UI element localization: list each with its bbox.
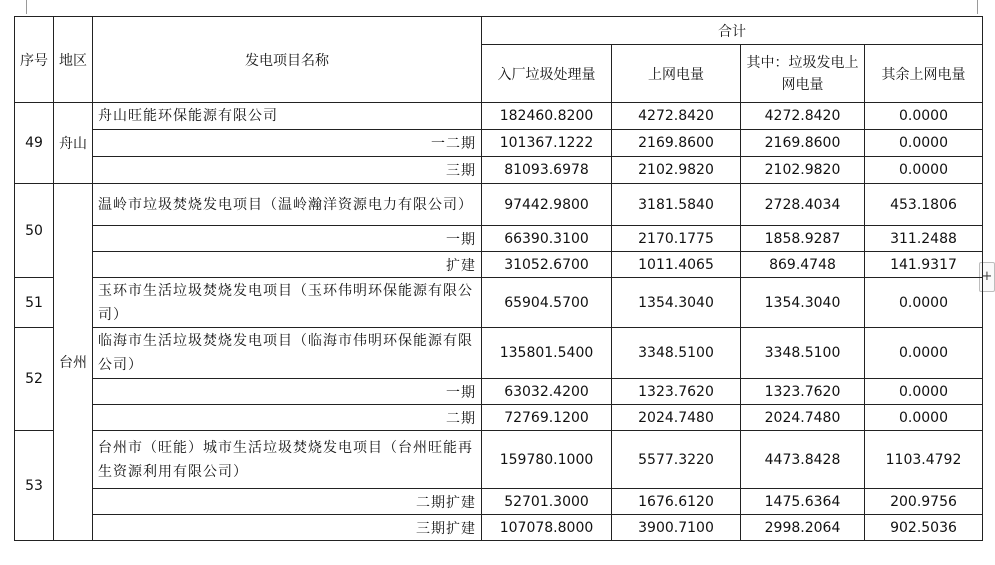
other-value: 0.0000 <box>865 130 983 157</box>
other-value: 1103.4792 <box>865 431 983 489</box>
table-row <box>15 379 983 405</box>
header-grid-power: 上网电量 <box>612 45 741 103</box>
project-name: 舟山旺能环保能源有限公司 <box>93 103 482 130</box>
waste-power-value: 1323.7620 <box>741 379 865 405</box>
page-corner-mark-left <box>14 0 27 14</box>
waste-power-value: 1858.9287 <box>741 226 865 252</box>
project-phase: 二期 <box>93 405 482 431</box>
grid-value: 3900.7100 <box>612 515 741 541</box>
table-row <box>15 278 983 328</box>
grid-value: 1676.6120 <box>612 489 741 515</box>
header-total: 合计 <box>482 17 983 45</box>
grid-value: 5577.3220 <box>612 431 741 489</box>
project-phase: 三期扩建 <box>93 515 482 541</box>
project-name: 临海市生活垃圾焚烧发电项目（临海市伟明环保能源有限公司） <box>93 328 482 379</box>
project-phase: 一期 <box>93 379 482 405</box>
waste-power-value: 2998.2064 <box>741 515 865 541</box>
project-name: 台州市（旺能）城市生活垃圾焚烧发电项目（台州旺能再生资源利用有限公司） <box>93 431 482 489</box>
table-row <box>15 489 983 515</box>
waste-value: 135801.5400 <box>482 328 612 379</box>
other-value: 0.0000 <box>865 328 983 379</box>
header-waste-grid-power: 其中：垃圾发电上网电量 <box>741 45 865 103</box>
header-row-1 <box>15 17 983 45</box>
grid-value: 2169.8600 <box>612 130 741 157</box>
waste-value: 63032.4200 <box>482 379 612 405</box>
seq-cell: 51 <box>15 278 54 328</box>
project-phase: 三期 <box>93 157 482 184</box>
table-row <box>15 157 983 184</box>
waste-power-value: 4473.8428 <box>741 431 865 489</box>
waste-value: 159780.1000 <box>482 431 612 489</box>
other-value: 141.9317 <box>865 252 983 278</box>
waste-power-value: 2024.7480 <box>741 405 865 431</box>
waste-value: 101367.1222 <box>482 130 612 157</box>
waste-power-value: 4272.8420 <box>741 103 865 130</box>
waste-power-value: 3348.5100 <box>741 328 865 379</box>
waste-value: 107078.8000 <box>482 515 612 541</box>
waste-value: 182460.8200 <box>482 103 612 130</box>
grid-value: 4272.8420 <box>612 103 741 130</box>
waste-value: 31052.6700 <box>482 252 612 278</box>
other-value: 0.0000 <box>865 405 983 431</box>
waste-value: 65904.5700 <box>482 278 612 328</box>
other-value: 0.0000 <box>865 103 983 130</box>
grid-value: 3181.5840 <box>612 184 741 226</box>
table-row <box>15 226 983 252</box>
grid-value: 1011.4065 <box>612 252 741 278</box>
seq-cell: 49 <box>15 103 54 184</box>
waste-power-value: 2728.4034 <box>741 184 865 226</box>
waste-power-value: 2169.8600 <box>741 130 865 157</box>
table-row <box>15 405 983 431</box>
header-other-grid-power: 其余上网电量 <box>865 45 983 103</box>
other-value: 453.1806 <box>865 184 983 226</box>
waste-power-value: 1354.3040 <box>741 278 865 328</box>
power-generation-table <box>14 16 983 541</box>
project-phase: 一期 <box>93 226 482 252</box>
grid-value: 1354.3040 <box>612 278 741 328</box>
seq-cell: 53 <box>15 431 54 541</box>
waste-power-value: 869.4748 <box>741 252 865 278</box>
region-cell: 舟山 <box>54 103 93 184</box>
waste-value: 66390.3100 <box>482 226 612 252</box>
grid-value: 2024.7480 <box>612 405 741 431</box>
table-row <box>15 130 983 157</box>
project-phase: 一二期 <box>93 130 482 157</box>
waste-value: 81093.6978 <box>482 157 612 184</box>
other-value: 0.0000 <box>865 379 983 405</box>
table-row <box>15 328 983 379</box>
other-value: 200.9756 <box>865 489 983 515</box>
region-cell: 台州 <box>54 184 93 541</box>
page-corner-mark-right <box>977 0 990 14</box>
grid-value: 1323.7620 <box>612 379 741 405</box>
project-name: 玉环市生活垃圾焚烧发电项目（玉环伟明环保能源有限公司） <box>93 278 482 328</box>
grid-value: 2170.1775 <box>612 226 741 252</box>
waste-value: 97442.9800 <box>482 184 612 226</box>
waste-power-value: 1475.6364 <box>741 489 865 515</box>
table-row <box>15 184 983 226</box>
header-waste-volume: 入厂垃圾处理量 <box>482 45 612 103</box>
seq-cell: 52 <box>15 328 54 431</box>
header-seq: 序号 <box>15 17 54 103</box>
header-region: 地区 <box>54 17 93 103</box>
expand-button[interactable]: + <box>979 262 995 292</box>
seq-cell: 50 <box>15 184 54 278</box>
other-value: 0.0000 <box>865 157 983 184</box>
grid-value: 2102.9820 <box>612 157 741 184</box>
other-value: 0.0000 <box>865 278 983 328</box>
waste-value: 72769.1200 <box>482 405 612 431</box>
other-value: 311.2488 <box>865 226 983 252</box>
waste-value: 52701.3000 <box>482 489 612 515</box>
waste-power-value: 2102.9820 <box>741 157 865 184</box>
table-row <box>15 431 983 489</box>
header-project-name: 发电项目名称 <box>93 17 482 103</box>
table-row <box>15 252 983 278</box>
other-value: 902.5036 <box>865 515 983 541</box>
project-phase: 扩建 <box>93 252 482 278</box>
table-row <box>15 515 983 541</box>
table-row <box>15 103 983 130</box>
project-name: 温岭市垃圾焚烧发电项目（温岭瀚洋资源电力有限公司） <box>93 184 482 226</box>
project-phase: 二期扩建 <box>93 489 482 515</box>
grid-value: 3348.5100 <box>612 328 741 379</box>
